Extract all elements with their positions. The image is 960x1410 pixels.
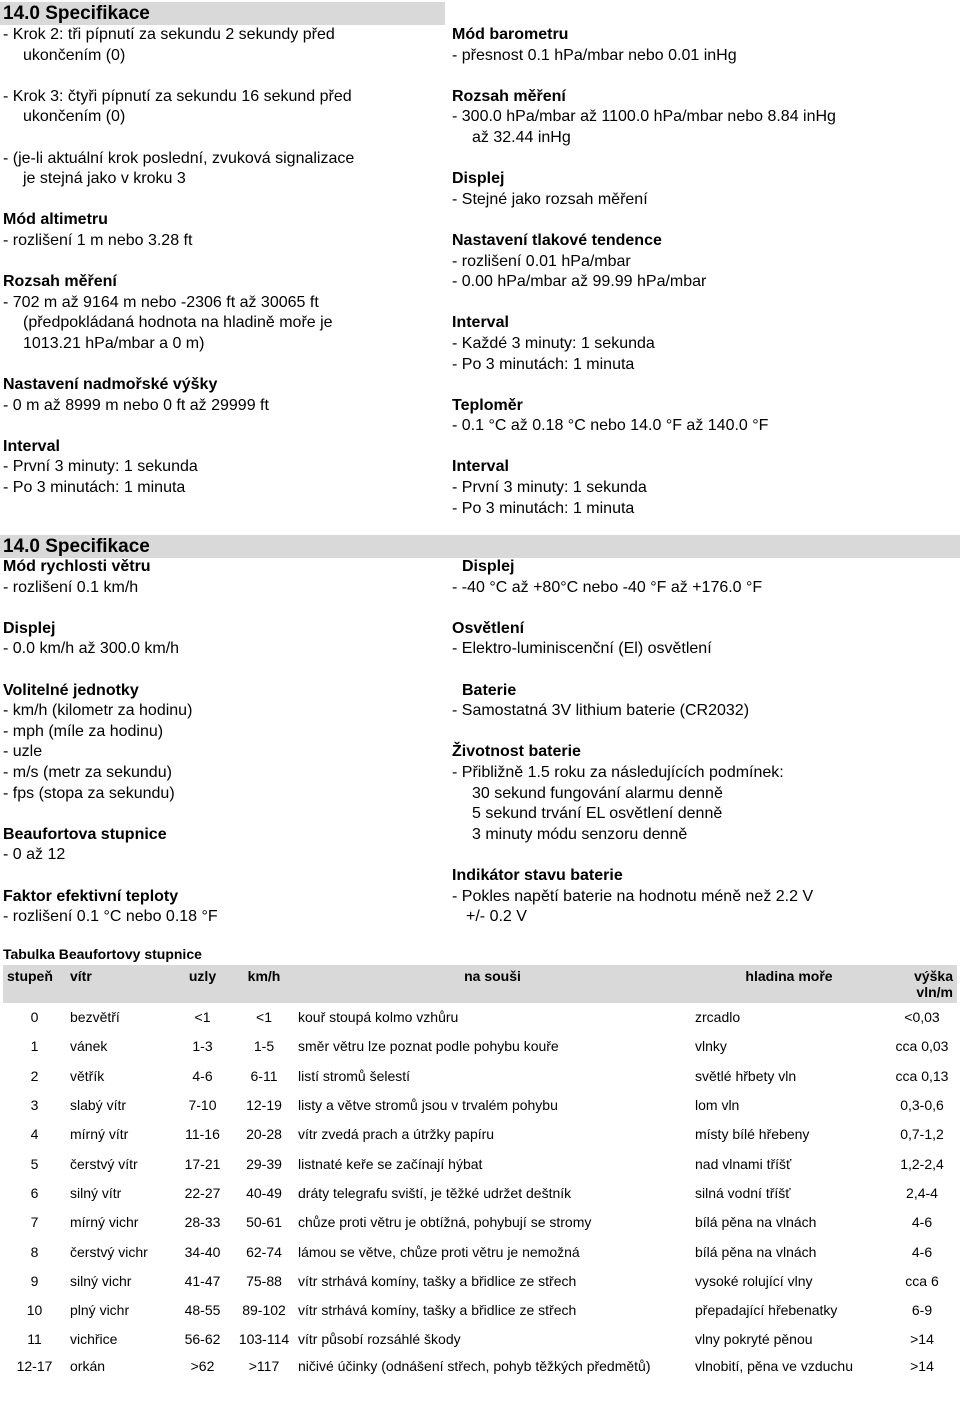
spacer — [452, 210, 957, 231]
spacer — [452, 375, 957, 396]
cell-na-sousi: směr větru lze poznat podle pohybu kouře — [298, 1038, 559, 1055]
header-vyska-vln: výška vln/m — [887, 965, 957, 1003]
cell-vyska-vln: 6-9 — [911, 1302, 933, 1319]
cell-kmh: 29-39 — [246, 1155, 282, 1172]
cell-kmh: 20-28 — [246, 1126, 282, 1143]
cell-stupen: 9 — [30, 1272, 39, 1289]
cell-stupen: 1 — [30, 1038, 39, 1055]
cell-kmh: 12-19 — [246, 1097, 282, 1114]
section-heading: Displej — [462, 558, 515, 575]
column-altimeter — [3, 25, 443, 499]
table-row — [3, 1355, 957, 1392]
spec-line: - fps (stopa za sekundu) — [3, 784, 175, 802]
cell-vitr: silný vítr — [70, 1184, 122, 1201]
section-heading: Interval — [3, 437, 60, 455]
header-vitr: vítr — [66, 965, 171, 1003]
cell-hladina-more: silná vodní tříšť — [695, 1184, 791, 1201]
section-heading: Nastavení tlakové tendence — [452, 231, 662, 249]
spec-line: - km/h (kilometr za hodinu) — [3, 702, 193, 720]
spec-line: - rozlišení 0.1 °C nebo 0.18 °F — [3, 908, 218, 926]
spacer — [3, 66, 443, 87]
cell-vitr: čerstvý vítr — [70, 1155, 138, 1172]
cell-vyska-vln: 2,4-4 — [906, 1184, 938, 1201]
spacer — [3, 128, 443, 149]
spec-line: (předpokládaná hodnota na hladině moře je — [23, 314, 333, 332]
spec-line: - přesnost 0.1 hPa/mbar nebo 0.01 inHg — [452, 46, 737, 64]
table-row — [3, 1120, 957, 1149]
cell-na-sousi: listy a větve stromů jsou v trvalém pohybu — [298, 1097, 558, 1114]
spec-line: - Po 3 minutách: 1 minuta — [3, 479, 186, 497]
cell-hladina-more: vlny pokryté pěnou — [695, 1331, 813, 1348]
spec-line: - -40 °C až +80°C nebo -40 °F až +176.0 °F — [452, 578, 763, 596]
cell-vyska-vln: <0,03 — [904, 1009, 940, 1026]
spacer — [452, 66, 957, 87]
cell-vyska-vln: 1,2-2,4 — [900, 1155, 944, 1172]
section-heading: Rozsah měření — [3, 273, 117, 291]
section-title: 14.0 Specifikace — [3, 536, 150, 557]
spacer — [452, 722, 957, 743]
cell-kmh: 75-88 — [246, 1272, 282, 1289]
section-heading: Displej — [3, 619, 56, 637]
section-heading: Životnost baterie — [452, 743, 581, 761]
section-heading: Teploměr — [452, 396, 523, 414]
cell-hladina-more: světlé hřbety vln — [695, 1067, 797, 1084]
table-row — [3, 1003, 957, 1032]
spacer — [452, 845, 957, 866]
cell-kmh: 40-49 — [246, 1184, 282, 1201]
cell-stupen: 10 — [26, 1302, 43, 1319]
spec-line: - 0.00 hPa/mbar až 99.99 hPa/mbar — [452, 273, 707, 291]
table-row — [3, 1091, 957, 1120]
section-heading: Rozsah měření — [452, 87, 566, 105]
cell-kmh: 6-11 — [250, 1067, 278, 1084]
spec-line: ukončením (0) — [23, 108, 126, 126]
cell-hladina-more: zrcadlo — [695, 1009, 741, 1026]
cell-stupen: 5 — [30, 1155, 39, 1172]
cell-vyska-vln: 0,3-0,6 — [900, 1097, 944, 1114]
spacer — [3, 190, 443, 211]
cell-na-sousi: listí stromů šelestí — [298, 1067, 411, 1084]
cell-hladina-more: vlnky — [695, 1038, 727, 1055]
cell-vyska-vln: 0,7-1,2 — [900, 1126, 944, 1143]
header-uzly: uzly — [171, 965, 234, 1003]
cell-uzly: 22-27 — [184, 1184, 221, 1201]
cell-na-sousi: chůze proti větru je obtížná, pohybují se stromy — [298, 1214, 592, 1231]
cell-uzly: 4-6 — [192, 1067, 213, 1084]
cell-vitr: mírný vichr — [70, 1214, 139, 1231]
cell-vitr: bezvětří — [70, 1009, 120, 1026]
cell-vitr: vichřice — [70, 1331, 118, 1348]
section-heading: Baterie — [462, 681, 517, 699]
header-kmh: km/h — [234, 965, 294, 1003]
spacer — [452, 149, 957, 170]
section-heading: Faktor efektivní teploty — [3, 887, 179, 905]
section-heading: Interval — [452, 458, 509, 476]
spec-line: - První 3 minuty: 1 sekunda — [3, 458, 198, 476]
spec-line: - Stejné jako rozsah měření — [452, 190, 648, 208]
spec-line: - 0 m až 8999 m nebo 0 ft až 29999 ft — [3, 396, 269, 414]
cell-stupen: 2 — [30, 1067, 39, 1084]
spec-line: - 0 až 12 — [3, 846, 66, 864]
table-row — [3, 1237, 957, 1266]
spacer — [3, 660, 443, 681]
spacer — [3, 416, 443, 437]
spec-line: - rozlišení 0.01 hPa/mbar — [452, 252, 631, 270]
cell-hladina-more: vysoké rolující vlny — [695, 1272, 813, 1289]
spec-line: 30 sekund fungování alarmu denně — [472, 784, 723, 802]
spec-line: - (je-li aktuální krok poslední, zvuková signalizace — [3, 149, 355, 167]
spec-line: - Elektro-luminiscenční (El) osvětlení — [452, 640, 712, 658]
spec-line: - 300.0 hPa/mbar až 1100.0 hPa/mbar nebo 8.84 inHg — [452, 108, 836, 126]
spacer — [3, 598, 443, 619]
cell-kmh: <1 — [256, 1009, 272, 1026]
spec-line: - 702 m až 9164 m nebo -2306 ft až 30065 ft — [3, 293, 319, 311]
spec-line: - Každé 3 minuty: 1 sekunda — [452, 334, 655, 352]
section-heading: Displej — [452, 170, 505, 188]
cell-uzly: 41-47 — [184, 1272, 221, 1289]
spacer — [3, 252, 443, 273]
cell-vitr: orkán — [70, 1357, 106, 1374]
spec-line: - Krok 2: tři pípnutí za sekundu 2 sekundy před — [3, 26, 335, 43]
cell-vyska-vln: >14 — [910, 1357, 934, 1374]
spacer — [452, 660, 957, 681]
cell-uzly: 7-10 — [188, 1097, 217, 1114]
cell-stupen: 7 — [30, 1214, 39, 1231]
spec-line: - rozlišení 1 m nebo 3.28 ft — [3, 231, 193, 249]
header-hladina-more: hladina moře — [691, 965, 887, 1003]
spec-line: - rozlišení 0.1 km/h — [3, 578, 139, 596]
table-row — [3, 1208, 957, 1237]
cell-uzly: <1 — [194, 1009, 211, 1026]
column-barometer — [452, 25, 957, 519]
spacer — [452, 293, 957, 314]
table-row — [3, 1032, 957, 1061]
spec-line: +/- 0.2 V — [466, 908, 527, 926]
column-wind — [3, 557, 443, 928]
cell-vyska-vln: cca 0,03 — [895, 1038, 949, 1055]
cell-vitr: vánek — [70, 1038, 108, 1055]
spec-line: - Samostatná 3V lithium baterie (CR2032) — [452, 702, 750, 720]
cell-vitr: mírný vítr — [70, 1126, 129, 1143]
cell-na-sousi: vítr strhává komíny, tašky a břidlice ze střech — [298, 1272, 577, 1289]
cell-hladina-more: přepadající hřebenatky — [695, 1302, 838, 1319]
cell-stupen: 4 — [30, 1126, 39, 1143]
spec-line: až 32.44 inHg — [472, 128, 571, 146]
cell-stupen: 6 — [30, 1184, 39, 1201]
cell-kmh: 89-102 — [242, 1302, 286, 1319]
cell-vitr: silný vichr — [70, 1272, 132, 1289]
cell-kmh: 50-61 — [246, 1214, 282, 1231]
column-display-battery — [452, 557, 957, 928]
beaufort-table — [3, 965, 957, 1392]
section-heading: Indikátor stavu baterie — [452, 866, 623, 884]
cell-uzly: 17-21 — [184, 1155, 221, 1172]
cell-kmh: 62-74 — [246, 1243, 282, 1260]
cell-na-sousi: kouř stoupá kolmo vzhůru — [298, 1009, 459, 1026]
table-row — [3, 1149, 957, 1178]
cell-hladina-more: bílá pěna na vlnách — [695, 1243, 817, 1260]
table-row — [3, 1325, 957, 1354]
table-row — [3, 1179, 957, 1208]
cell-uzly: >62 — [190, 1357, 215, 1374]
cell-na-sousi: ničivé účinky (odnášení střech, pohyb těžkých předmětů) — [298, 1357, 651, 1374]
spec-line: - Krok 3: čtyři pípnutí za sekundu 16 sekund před — [3, 87, 352, 105]
table-caption: Tabulka Beaufortovy stupnice — [3, 946, 202, 962]
spec-line: - 0.1 °C až 0.18 °C nebo 14.0 °F až 140.0 °F — [452, 417, 769, 435]
section-heading: Volitelné jednotky — [3, 681, 139, 699]
cell-kmh: >117 — [248, 1357, 280, 1374]
cell-na-sousi: vítr působí rozsáhlé škody — [298, 1331, 461, 1348]
cell-vyska-vln: 4-6 — [911, 1243, 933, 1260]
section-heading: Beaufortova stupnice — [3, 825, 167, 843]
spec-line: ukončením (0) — [23, 46, 126, 64]
cell-vyska-vln: cca 0,13 — [895, 1067, 949, 1084]
section-heading: Mód rychlosti větru — [3, 558, 151, 575]
spec-line: - uzle — [3, 743, 43, 761]
section-title: 14.0 Specifikace — [3, 3, 150, 24]
cell-uzly: 56-62 — [184, 1331, 221, 1348]
table-header-row — [3, 965, 957, 1003]
cell-vitr: slabý vítr — [70, 1097, 127, 1114]
cell-vitr: čerstvý vichr — [70, 1243, 148, 1260]
cell-vyska-vln: 4-6 — [911, 1214, 933, 1231]
cell-uzly: 11-16 — [185, 1126, 220, 1143]
spec-line: - Přibližně 1.5 roku za následujících podmínek: — [452, 763, 784, 781]
spacer — [3, 866, 443, 887]
spacer — [3, 804, 443, 825]
spec-line: 1013.21 hPa/mbar a 0 m) — [23, 334, 205, 352]
spec-line: - m/s (metr za sekundu) — [3, 763, 172, 781]
spec-line: - Po 3 minutách: 1 minuta — [452, 355, 635, 373]
header-na-sousi: na souši — [294, 965, 691, 1003]
cell-stupen: 11 — [27, 1331, 42, 1348]
spec-line: je stejná jako v kroku 3 — [23, 170, 186, 188]
cell-vitr: plný vichr — [70, 1302, 130, 1319]
cell-uzly: 28-33 — [184, 1214, 221, 1231]
spec-line: 3 minuty módu senzoru denně — [472, 825, 688, 843]
cell-na-sousi: vítr zvedá prach a útržky papíru — [298, 1126, 495, 1143]
spec-line: - Po 3 minutách: 1 minuta — [452, 499, 635, 517]
section-header-middle — [0, 535, 960, 558]
spacer — [452, 598, 957, 619]
section-heading: Interval — [452, 314, 509, 332]
spec-line: - mph (míle za hodinu) — [3, 722, 164, 740]
cell-kmh: 1-5 — [253, 1038, 275, 1055]
section-heading: Mód barometru — [452, 26, 569, 43]
section-heading: Mód altimetru — [3, 211, 108, 229]
cell-hladina-more: nad vlnami tříšť — [695, 1155, 792, 1172]
cell-kmh: 103-114 — [238, 1331, 290, 1348]
table-row — [3, 1267, 957, 1296]
section-heading: Osvětlení — [452, 619, 525, 637]
cell-na-sousi: lámou se větve, chůze proti větru je nemožná — [298, 1243, 580, 1260]
cell-uzly: 34-40 — [184, 1243, 221, 1260]
table-row — [3, 1296, 957, 1325]
cell-hladina-more: lom vln — [695, 1097, 740, 1114]
cell-hladina-more: místy bílé hřebeny — [695, 1126, 810, 1143]
table-row — [3, 1062, 957, 1091]
spec-line: - 0.0 km/h až 300.0 km/h — [3, 640, 180, 658]
cell-na-sousi: listnaté keře se začínají hýbat — [298, 1155, 483, 1172]
spec-line: 5 sekund trvání EL osvětlení denně — [472, 805, 723, 823]
cell-vyska-vln: cca 6 — [905, 1272, 939, 1289]
cell-na-sousi: dráty telegrafu sviští, je těžké udržet deštník — [298, 1184, 572, 1201]
cell-stupen: 8 — [30, 1243, 39, 1260]
cell-stupen: 3 — [30, 1097, 39, 1114]
spacer — [452, 437, 957, 458]
header-stupen: stupeň — [3, 965, 66, 1003]
cell-hladina-more: bílá pěna na vlnách — [695, 1214, 817, 1231]
cell-uzly: 48-55 — [184, 1302, 221, 1319]
cell-na-sousi: vítr strhává komíny, tašky a břidlice ze střech — [298, 1302, 577, 1319]
cell-stupen: 12-17 — [16, 1357, 53, 1374]
cell-vyska-vln: >14 — [910, 1331, 934, 1348]
cell-uzly: 1-3 — [192, 1038, 213, 1055]
spec-line: - Pokles napětí baterie na hodnotu méně než 2.2 V — [452, 887, 814, 905]
cell-stupen: 0 — [30, 1009, 39, 1026]
section-header-top — [0, 2, 445, 25]
cell-vitr: větřík — [70, 1067, 105, 1084]
section-heading: Nastavení nadmořské výšky — [3, 376, 218, 394]
spec-line: - První 3 minuty: 1 sekunda — [452, 479, 647, 497]
cell-hladina-more: vlnobití, pěna ve vzduchu — [695, 1357, 853, 1374]
spacer — [3, 355, 443, 376]
